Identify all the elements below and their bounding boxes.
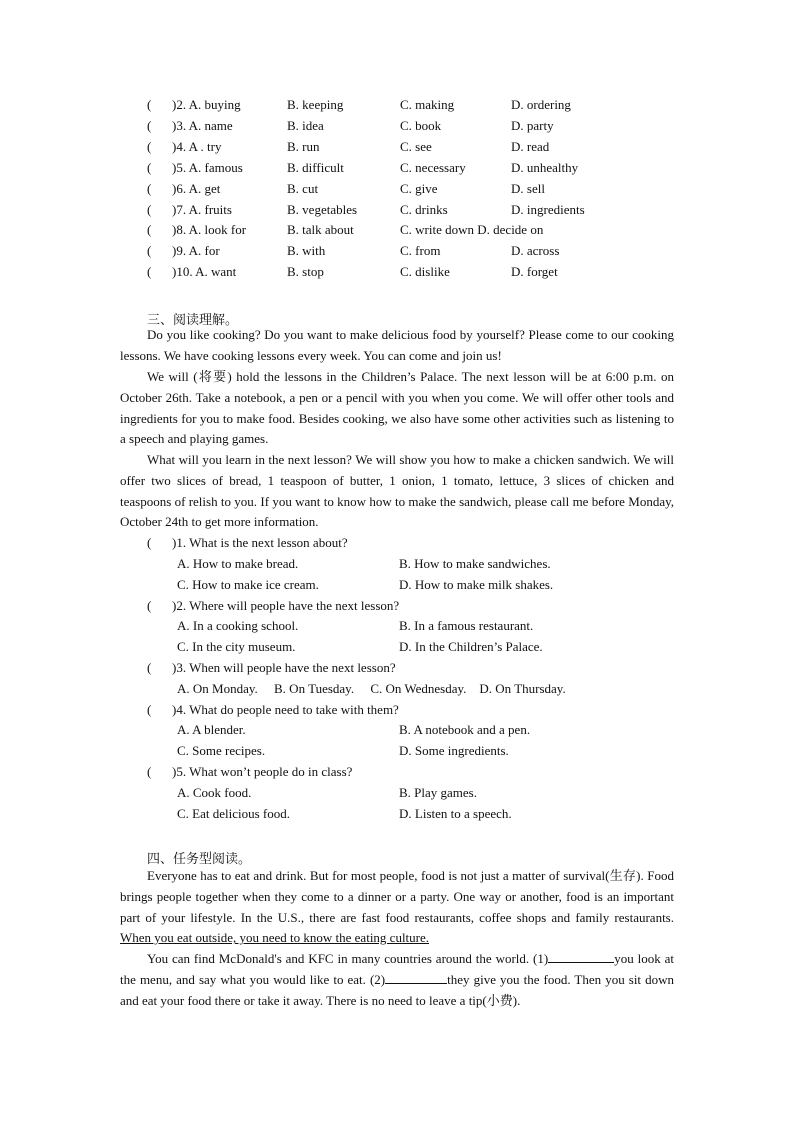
option[interactable]: C. Some recipes. — [177, 743, 266, 758]
option[interactable]: A. Cook food. — [177, 785, 252, 800]
option-c[interactable]: C. from — [400, 243, 441, 259]
answer-paren[interactable]: ( — [147, 117, 152, 133]
option[interactable]: D. How to make milk shakes. — [399, 577, 554, 592]
answer-paren[interactable]: ( — [147, 159, 152, 175]
underlined-sentence: When you eat outside, you need to know the eating culture. — [120, 930, 430, 946]
option-b[interactable]: B. vegetables — [287, 201, 358, 217]
option-a[interactable]: A. fruits — [188, 201, 232, 217]
option[interactable]: B. How to make sandwiches. — [399, 556, 551, 571]
answer-paren[interactable]: ( — [147, 264, 152, 280]
option-line[interactable]: A. On Monday. B. On Tuesday. C. On Wednesday. D. On Thursday. — [177, 681, 566, 696]
option-d[interactable]: D. unhealthy — [511, 159, 579, 175]
option-b[interactable]: B. run — [287, 138, 320, 154]
option-c[interactable]: C. necessary — [400, 159, 466, 175]
reading-question-5: ( )5. What won’t people do in class? — [147, 764, 353, 779]
reading-paragraph-1: Do you like cooking? Do you want to make delicious food by yourself? Please come to our cooking lessons. We have cooking lessons every week. You can come and join us! — [120, 327, 674, 363]
answer-blank-1[interactable] — [548, 950, 614, 963]
question-number: )3. A. name — [172, 117, 233, 133]
question-number: )6. A. get — [172, 180, 221, 196]
question-number: )9. A. for — [172, 243, 220, 259]
cloze-question-row — [0, 181, 794, 201]
cloze-question-row — [0, 264, 794, 284]
question-number: )10. A. want — [172, 264, 237, 280]
answer-paren[interactable]: ( — [147, 97, 152, 112]
option-a[interactable]: A. look for — [188, 222, 247, 238]
answer-paren[interactable]: ( — [147, 180, 152, 196]
answer-blank-2[interactable] — [385, 971, 447, 984]
option-a[interactable]: A. get — [188, 180, 221, 196]
option-b[interactable]: B. with — [287, 243, 326, 259]
option-a[interactable]: A. for — [188, 243, 220, 259]
answer-paren[interactable]: ( — [147, 243, 152, 259]
task-paragraph-1: Everyone has to eat and drink. But for most people, food is not just a matter of survival(生存). Food brings people together when they come to a dinner or a party. One way or another, food is an important part of your lifestyle. In the U.S., there are fast food restaurants, coffee shops and family restaurants. When you eat outside, you need to know the eating culture. — [120, 868, 674, 946]
section-heading-task-reading: 四、任务型阅读。 — [147, 852, 252, 867]
answer-paren[interactable]: ( — [147, 138, 152, 154]
option-b[interactable]: B. difficult — [287, 159, 344, 175]
question-number: )4. A . try — [172, 138, 222, 154]
option-a[interactable]: A. name — [188, 117, 233, 133]
option-a[interactable]: A. want — [195, 264, 237, 280]
option-d[interactable]: D. ordering — [511, 97, 571, 112]
reading-question-2: ( )2. Where will people have the next lesson? — [147, 598, 400, 613]
option[interactable]: C. Eat delicious food. — [177, 806, 291, 821]
option-b[interactable]: B. idea — [287, 117, 324, 133]
cloze-question-row — [0, 97, 794, 117]
option[interactable]: A. In a cooking school. — [177, 618, 299, 633]
option[interactable]: B. Play games. — [399, 785, 477, 800]
option-d[interactable]: D. read — [511, 138, 550, 154]
option-c[interactable]: C. drinks — [400, 201, 448, 217]
option-b[interactable]: B. stop — [287, 264, 324, 280]
reading-paragraph-2: We will (将要) hold the lessons in the Children’s Palace. The next lesson will be at 6:00 p.m. on October 26th. Take a notebook, a pen or a pencil with you when you come. We will offer other tools and ingredients for you to make food. Besides cooking, we also have some other activities such as listening to a speech and playing games. — [120, 369, 674, 447]
option[interactable]: D. In the Children’s Palace. — [399, 639, 543, 654]
option-b[interactable]: B. talk about — [287, 222, 354, 238]
option-b[interactable]: B. cut — [287, 180, 319, 196]
option[interactable]: D. Listen to a speech. — [399, 806, 512, 821]
option-c[interactable]: C. give — [400, 180, 438, 196]
option-c[interactable]: C. write down D. decide on — [400, 222, 544, 238]
option-b[interactable]: B. keeping — [287, 97, 344, 112]
option[interactable]: C. In the city museum. — [177, 639, 296, 654]
cloze-question-row — [0, 202, 794, 222]
question-number: )8. A. look for — [172, 222, 247, 238]
cloze-question-row — [0, 139, 794, 159]
section-heading-reading: 三、阅读理解。 — [147, 313, 239, 328]
answer-paren[interactable]: ( — [147, 201, 152, 217]
option-c[interactable]: C. making — [400, 97, 455, 112]
option[interactable]: A. How to make bread. — [177, 556, 299, 571]
question-number: )5. A. famous — [172, 159, 243, 175]
option-d[interactable]: D. party — [511, 117, 554, 133]
task-paragraph-2: You can find McDonald's and KFC in many countries around the world. (1) you look at the menu, and say what you would like to eat. (2) they give you the food. Then you sit down and eat your food there or take it away. There is no need to leave a tip(小费). — [120, 951, 674, 1008]
cloze-question-row — [0, 160, 794, 180]
option-c[interactable]: C. book — [400, 117, 442, 133]
answer-paren[interactable]: ( — [147, 222, 152, 238]
option-a[interactable]: A. famous — [188, 159, 243, 175]
reading-question-3: ( )3. When will people have the next lesson? — [147, 660, 396, 675]
reading-question-4: ( )4. What do people need to take with them? — [147, 702, 399, 717]
option-c[interactable]: C. dislike — [400, 264, 450, 280]
option-a[interactable]: A . try — [188, 138, 222, 154]
option-d[interactable]: D. sell — [511, 180, 545, 196]
option[interactable]: B. In a famous restaurant. — [399, 618, 534, 633]
reading-question-1: ( )1. What is the next lesson about? — [147, 535, 348, 550]
option[interactable]: C. How to make ice cream. — [177, 577, 319, 592]
option-a[interactable]: A. buying — [188, 97, 241, 112]
cloze-question-row — [0, 222, 794, 242]
option[interactable]: B. A notebook and a pen. — [399, 722, 531, 737]
option-c[interactable]: C. see — [400, 138, 432, 154]
option-d[interactable]: D. forget — [511, 264, 558, 280]
cloze-question-row — [0, 243, 794, 263]
reading-paragraph-3: What will you learn in the next lesson? We will show you how to make a chicken sandwich. We will offer two slices of bread, 1 teaspoon of butter, 1 onion, 1 tomato, lettuce, 3 slices of chicken and teaspoons of relish to you. If you want to know how to make the sandwich, please call me before Monday, October 24th to get more information. — [120, 452, 674, 530]
option-d[interactable]: D. ingredients — [511, 201, 585, 217]
option[interactable]: D. Some ingredients. — [399, 743, 509, 758]
cloze-question-row — [0, 118, 794, 138]
question-number: )2. A. buying — [172, 97, 241, 112]
option-d[interactable]: D. across — [511, 243, 560, 259]
question-number: )7. A. fruits — [172, 201, 232, 217]
option[interactable]: A. A blender. — [177, 722, 246, 737]
